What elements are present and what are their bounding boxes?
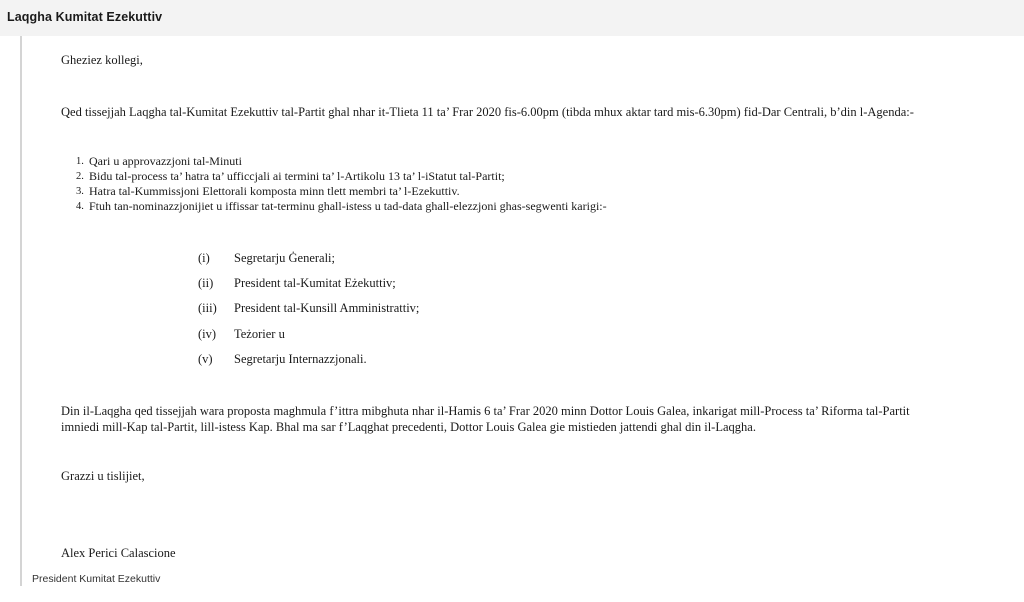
position-item: President tal-Kunsill Amministrattiv; xyxy=(234,301,420,315)
agenda-number: 4. xyxy=(76,201,84,212)
position-item: Segretarju Internazzjonali. xyxy=(234,352,367,366)
position-number: (ii) xyxy=(198,276,214,290)
position-number: (iii) xyxy=(198,301,217,315)
agenda-item: Ftuh tan-nominazzjonijiet u iffissar tat-terminu ghall-istess u tad-data ghall-elezzjoni ghas-segwenti karigi:- xyxy=(89,199,607,213)
agenda-item: Qari u approvazzjoni tal-Minuti xyxy=(89,154,242,168)
position-number: (i) xyxy=(198,251,210,265)
position-item: President tal-Kumitat Eżekuttiv; xyxy=(234,276,396,290)
window-title: Laqgha Kumitat Ezekuttiv xyxy=(7,10,163,24)
closing: Grazzi u tislijiet, xyxy=(61,469,145,483)
position-number: (iv) xyxy=(198,327,217,341)
agenda-item: Bidu tal-process ta’ hatra ta’ ufficcjali ai termini ta’ l-Artikolu 13 ta’ l-iStatut tal-Partit; xyxy=(89,169,505,183)
paragraph-line: Din il-Laqgha qed tissejjah wara proposta maghmula f’ittra mibghuta nhar il-Hamis 6 ta’ Frar 2020 minn Dottor Louis Galea, inkarigat mill-Process ta’ Riforma tal-Partit xyxy=(61,404,910,418)
intro-paragraph: Qed tissejjah Laqgha tal-Kumitat Ezekuttiv tal-Partit ghal nhar it-Tlieta 11 ta’ Frar 2020 fis-6.00pm (tibda mhux aktar tard mis-6.30pm) fid-Dar Centrali, b’din l-Agenda:- xyxy=(61,105,914,119)
agenda-number: 1. xyxy=(76,156,84,167)
signature-title: President Kumitat Ezekuttiv xyxy=(32,573,161,585)
position-item: Segretarju Ġenerali; xyxy=(234,251,335,265)
greeting: Gheziez kollegi, xyxy=(61,53,143,67)
position-number: (v) xyxy=(198,352,213,366)
position-item: Teżorier u xyxy=(234,327,285,341)
agenda-number: 2. xyxy=(76,171,84,182)
agenda-number: 3. xyxy=(76,186,84,197)
signature-name: Alex Perici Calascione xyxy=(61,546,176,560)
agenda-item: Hatra tal-Kummissjoni Elettorali komposta minn tlett membri ta’ l-Ezekuttiv. xyxy=(89,184,460,198)
paragraph-line: imniedi mill-Kap tal-Partit, lill-istess Kap. Bhal ma sar f’Laqghat precedenti, Dottor Louis Galea gie mistieden jattendi ghal din il-Laqgha. xyxy=(61,420,756,434)
